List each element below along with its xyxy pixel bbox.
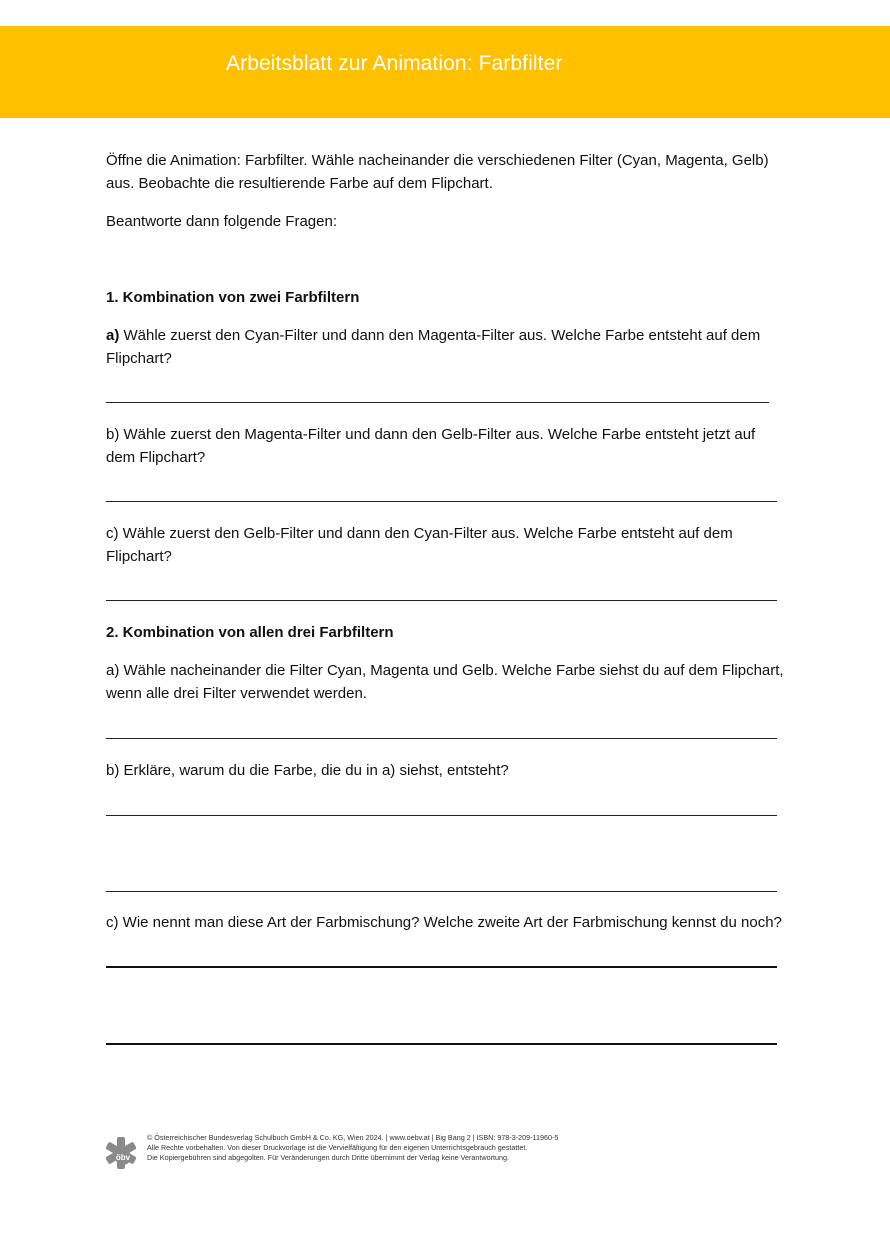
question-1a-line-1 [106, 324, 760, 347]
question-1c-line-1: c) Wähle zuerst den Gelb-Filter und dann den Cyan-Filter aus. Welche Farbe entsteht auf dem [106, 525, 733, 542]
section-2-heading: 2. Kombination von allen drei Farbfiltern [106, 624, 394, 641]
question-1a-label: a) [106, 327, 120, 344]
question-1b-line-2: dem Flipchart? [106, 449, 206, 466]
answer-line-1a[interactable] [106, 402, 769, 403]
question-1c-line-2: Flipchart? [106, 548, 172, 565]
question-2a-line-2: wenn alle drei Filter verwendet werden. [106, 685, 367, 702]
intro-line-1: Öffne die Animation: Farbfilter. Wähle nacheinander die verschiedenen Filter (Cyan, Magenta, Gelb) [106, 152, 769, 169]
answer-line-1b[interactable] [106, 501, 777, 502]
answer-line-2c-2[interactable] [106, 1043, 777, 1045]
page-title: Arbeitsblatt zur Animation: Farbfilter [226, 52, 563, 75]
question-2c-line-1: c) Wie nennt man diese Art der Farbmischung? Welche zweite Art der Farbmischung kennst du noch? [106, 914, 782, 931]
question-2b-line-1: b) Erkläre, warum du die Farbe, die du in a) siehst, entsteht? [106, 762, 509, 779]
oebv-logo-icon [104, 1136, 138, 1170]
answer-line-2b-2[interactable] [106, 891, 777, 892]
answer-line-1c[interactable] [106, 600, 777, 601]
answer-line-2c-1[interactable] [106, 966, 777, 968]
answer-line-2b-1[interactable] [106, 815, 777, 816]
logo-text: öbv [115, 1153, 131, 1162]
question-1a-text: Wähle zuerst den Cyan-Filter und dann den Magenta-Filter aus. Welche Farbe entsteht auf dem [119, 327, 761, 344]
question-2a-line-1: a) Wähle nacheinander die Filter Cyan, Magenta und Gelb. Welche Farbe siehst du auf dem Flipchart, [106, 662, 784, 679]
answer-line-2a[interactable] [106, 738, 777, 739]
section-1-heading: 1. Kombination von zwei Farbfiltern [106, 289, 360, 306]
question-1b-line-1: b) Wähle zuerst den Magenta-Filter und dann den Gelb-Filter aus. Welche Farbe entsteht jetzt auf [106, 426, 756, 443]
intro-line-2: aus. Beobachte die resultierende Farbe auf dem Flipchart. [106, 175, 493, 192]
footer-copyright: © Österreichischer Bundesverlag Schulbuch GmbH & Co. KG, Wien 2024. | www.oebv.at | Big Bang 2 | ISBN: 978-3-209-11960-5 [147, 1133, 559, 1142]
intro-prompt: Beantworte dann folgende Fragen: [106, 213, 337, 230]
footer-disclaimer: Die Kopiergebühren sind abgegolten. Für Veränderungen durch Dritte übernimmt der Verlag keine Verantwortung. [147, 1153, 509, 1162]
question-1a-line-2: Flipchart? [106, 350, 172, 367]
footer-rights: Alle Rechte vorbehalten. Von dieser Druckvorlage ist die Vervielfältigung für den eigenen Unterrichtsgebrauch gestattet. [147, 1143, 528, 1152]
